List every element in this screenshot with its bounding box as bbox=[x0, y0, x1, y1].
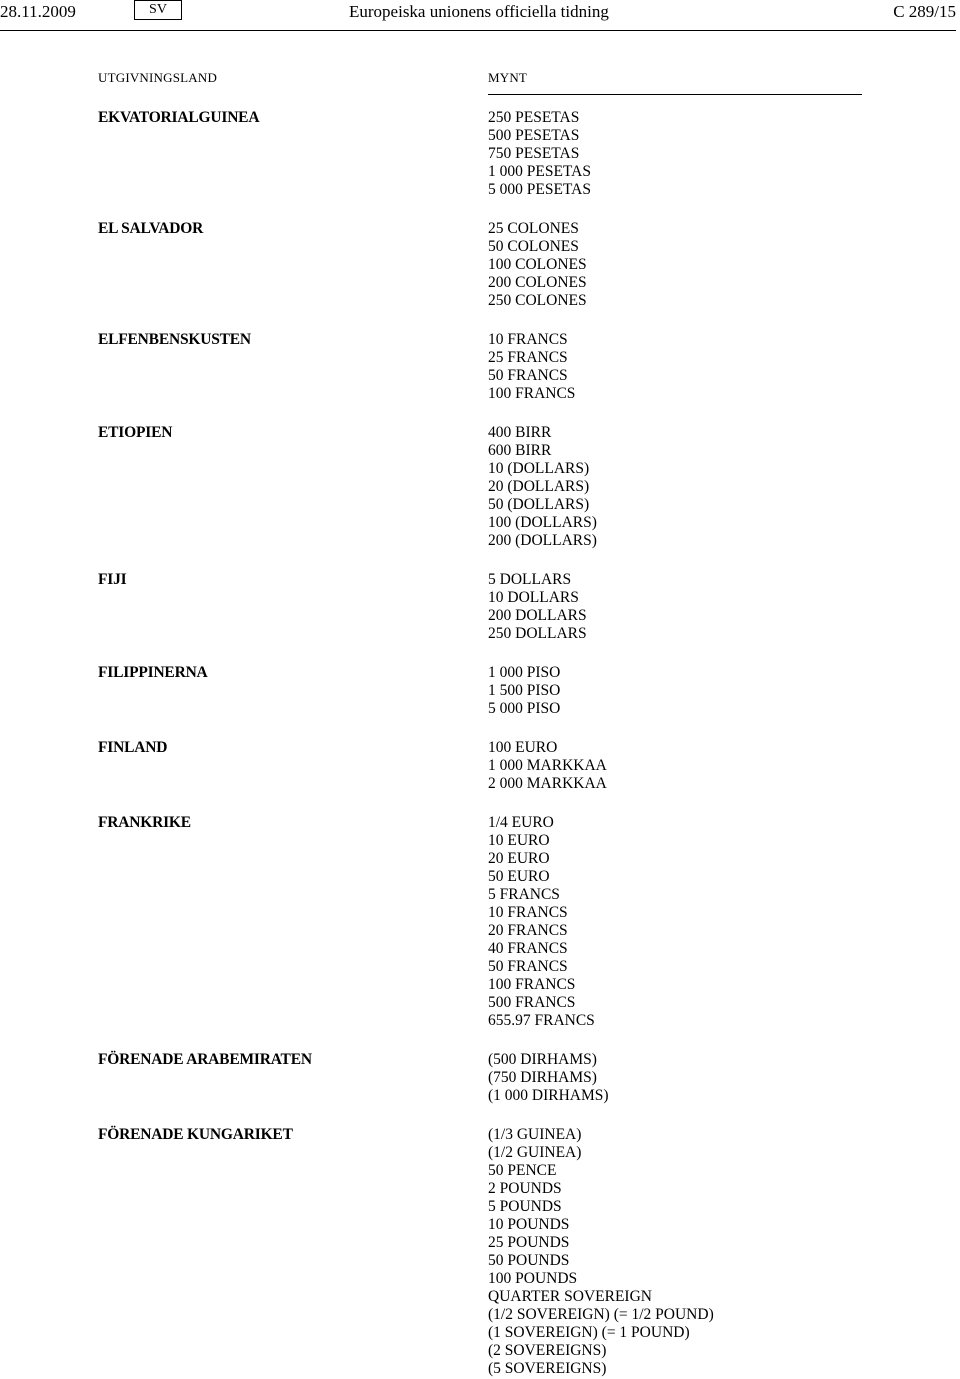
country-name: FÖRENADE ARABEMIRATEN bbox=[98, 1051, 312, 1068]
coin-denomination: (2 SOVEREIGNS) bbox=[488, 1342, 607, 1359]
language-badge: SV bbox=[134, 0, 182, 20]
coin-list bbox=[488, 424, 597, 550]
country-name: EKVATORIALGUINEA bbox=[98, 109, 260, 126]
coin-denomination: 20 (DOLLARS) bbox=[488, 478, 590, 495]
coin-denomination: (1/2 GUINEA) bbox=[488, 1144, 582, 1161]
coin-denomination: 5 FRANCS bbox=[488, 886, 560, 903]
coin-denomination: 250 COLONES bbox=[488, 292, 587, 309]
coin-denomination: 1 500 PISO bbox=[488, 682, 561, 699]
country-name: ETIOPIEN bbox=[98, 424, 173, 441]
coin-denomination: 400 BIRR bbox=[488, 424, 552, 441]
coin-list bbox=[488, 331, 575, 403]
coin-denomination: 100 FRANCS bbox=[488, 385, 576, 402]
coin-denomination: 1 000 PISO bbox=[488, 664, 561, 681]
coin-list bbox=[488, 814, 595, 1030]
country-name: FIJI bbox=[98, 571, 127, 588]
coin-denomination: 50 PENCE bbox=[488, 1162, 557, 1179]
coin-denomination: (1 SOVEREIGN) (= 1 POUND) bbox=[488, 1324, 690, 1341]
coin-denomination: 500 PESETAS bbox=[488, 127, 580, 144]
coin-denomination: 100 POUNDS bbox=[488, 1270, 578, 1287]
coin-denomination: 50 FRANCS bbox=[488, 958, 568, 975]
country-name: FÖRENADE KUNGARIKET bbox=[98, 1126, 293, 1143]
coin-denomination: 100 COLONES bbox=[488, 256, 587, 273]
coin-denomination: 40 FRANCS bbox=[488, 940, 568, 957]
coin-denomination: 2 POUNDS bbox=[488, 1180, 562, 1197]
coin-denomination: 10 EURO bbox=[488, 832, 550, 849]
coin-list bbox=[488, 739, 607, 793]
coin-list bbox=[488, 664, 560, 718]
coin-denomination: 50 EURO bbox=[488, 868, 550, 885]
coin-denomination: 2 000 MARKKAA bbox=[488, 775, 607, 792]
coin-denomination: 5 DOLLARS bbox=[488, 571, 572, 588]
coin-denomination: 25 FRANCS bbox=[488, 349, 568, 366]
coin-denomination: 50 COLONES bbox=[488, 238, 579, 255]
coin-denomination: (5 SOVEREIGNS) bbox=[488, 1360, 607, 1377]
coin-denomination: (1/3 GUINEA) bbox=[488, 1126, 582, 1143]
country-name: FRANKRIKE bbox=[98, 814, 191, 831]
coin-denomination: 250 DOLLARS bbox=[488, 625, 587, 642]
coin-list bbox=[488, 1126, 714, 1378]
coin-denomination: 5 POUNDS bbox=[488, 1198, 562, 1215]
journal-title: Europeiska unionens officiella tidning bbox=[349, 2, 609, 21]
coin-denomination: 20 EURO bbox=[488, 850, 550, 867]
country-name: FILIPPINERNA bbox=[98, 664, 208, 681]
coin-denomination: (750 DIRHAMS) bbox=[488, 1069, 597, 1086]
coin-list bbox=[488, 1051, 609, 1105]
page-reference: C 289/15 bbox=[893, 2, 956, 21]
coin-denomination: 50 POUNDS bbox=[488, 1252, 570, 1269]
coin-denomination: 600 BIRR bbox=[488, 442, 552, 459]
coin-denomination: (500 DIRHAMS) bbox=[488, 1051, 597, 1068]
coin-denomination: 10 POUNDS bbox=[488, 1216, 570, 1233]
coin-denomination: 20 FRANCS bbox=[488, 922, 568, 939]
coin-denomination: 200 COLONES bbox=[488, 274, 587, 291]
coin-denomination: 655.97 FRANCS bbox=[488, 1012, 595, 1029]
country-name: ELFENBENSKUSTEN bbox=[98, 331, 251, 348]
coin-denomination: 500 FRANCS bbox=[488, 994, 576, 1011]
coin-denomination: 200 (DOLLARS) bbox=[488, 532, 597, 549]
coin-denomination: 25 COLONES bbox=[488, 220, 579, 237]
coin-denomination: 10 DOLLARS bbox=[488, 589, 579, 606]
coin-denomination: 10 FRANCS bbox=[488, 331, 568, 348]
country-name: EL SALVADOR bbox=[98, 220, 204, 237]
coin-denomination: 200 DOLLARS bbox=[488, 607, 587, 624]
coin-denomination: 10 FRANCS bbox=[488, 904, 568, 921]
coin-denomination: 50 (DOLLARS) bbox=[488, 496, 590, 513]
coin-denomination: 10 (DOLLARS) bbox=[488, 460, 590, 477]
coin-list bbox=[488, 220, 587, 310]
coin-denomination: (1/2 SOVEREIGN) (= 1/2 POUND) bbox=[488, 1306, 714, 1323]
coin-denomination: 25 POUNDS bbox=[488, 1234, 570, 1251]
coin-list bbox=[488, 571, 587, 643]
coin-denomination: 750 PESETAS bbox=[488, 145, 580, 162]
coin-denomination: 100 EURO bbox=[488, 739, 558, 756]
coin-denomination: (1 000 DIRHAMS) bbox=[488, 1087, 609, 1104]
coin-denomination: 1 000 PESETAS bbox=[488, 163, 591, 180]
coin-denomination: 100 (DOLLARS) bbox=[488, 514, 597, 531]
coin-denomination: 5 000 PISO bbox=[488, 700, 561, 717]
coin-denomination: QUARTER SOVEREIGN bbox=[488, 1288, 652, 1305]
coin-denomination: 5 000 PESETAS bbox=[488, 181, 591, 198]
coin-denomination: 100 FRANCS bbox=[488, 976, 576, 993]
coin-column-header: MYNT bbox=[488, 70, 528, 85]
coin-list bbox=[488, 109, 591, 199]
publication-date: 28.11.2009 bbox=[0, 2, 76, 21]
coin-denomination: 1/4 EURO bbox=[488, 814, 554, 831]
country-column-header: UTGIVNINGSLAND bbox=[98, 70, 218, 85]
coin-denomination: 50 FRANCS bbox=[488, 367, 568, 384]
coin-denomination: 250 PESETAS bbox=[488, 109, 580, 126]
coin-denomination: 1 000 MARKKAA bbox=[488, 757, 607, 774]
country-name: FINLAND bbox=[98, 739, 168, 756]
